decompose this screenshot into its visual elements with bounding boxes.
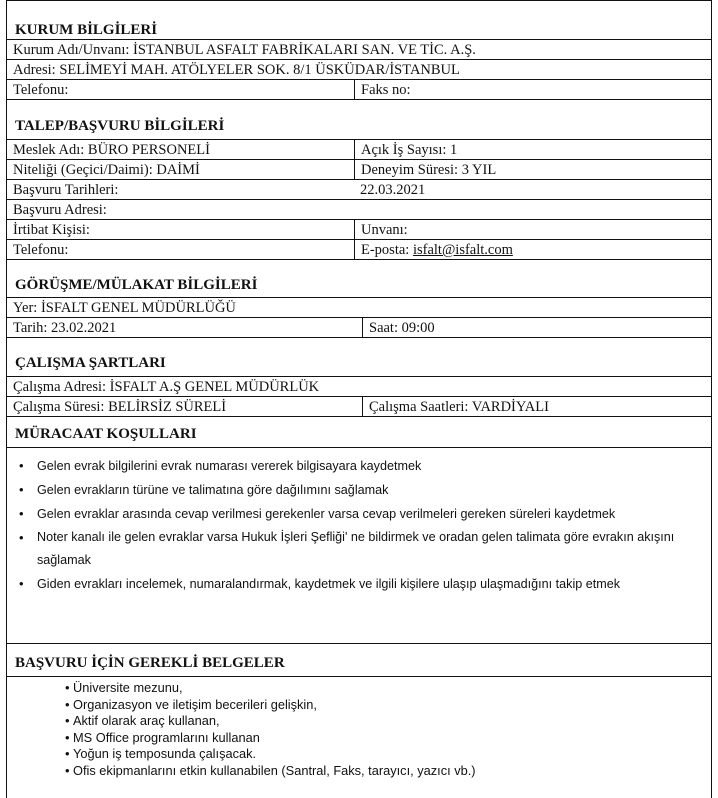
kurum-address-label: Adresi: (13, 62, 56, 78)
gorusme-heading: GÖRÜŞME/MÜLAKAT BİLGİLERİ (15, 277, 258, 293)
muracaat-item: • Noter kanalı ile gelen evraklar varsa Hukuk İşleri Şefliği' ne bildirmek ve oradan gelen talimata göre evrakın akışını sağlamak (13, 526, 705, 572)
calisma-sure-value: BELİRSİZ SÜRELİ (108, 399, 227, 415)
calisma-adres-row (7, 376, 711, 396)
kurum-fax-label: Faks no: (354, 80, 711, 99)
belge-item: • MS Office programlarını kullanan (65, 730, 711, 747)
kurum-address-row (7, 59, 711, 79)
unvan-label: Unvanı: (354, 220, 711, 239)
nitelik-value: DAİMİ (156, 162, 200, 178)
calisma-heading: ÇALIŞMA ŞARTLARI (15, 355, 166, 371)
muracaat-item: • Gelen evrakların türüne ve talimatına göre dağılımını sağlamak (13, 478, 705, 502)
gorusme-section (7, 260, 711, 338)
basvuru-tarih-value: 22.03.2021 (360, 182, 426, 198)
meslek-value: BÜRO PERSONELİ (87, 142, 210, 158)
calisma-sure-row (7, 396, 711, 416)
calisma-sure-label: Çalışma Süresi: (13, 399, 105, 415)
kurum-section (7, 0, 711, 100)
belge-item: • Organizasyon ve iletişim becerileri gelişkin, (65, 697, 711, 714)
calisma-section (7, 338, 711, 417)
basvuru-adres-label: Başvuru Adresi: (13, 202, 107, 218)
yer-value: İSFALT GENEL MÜDÜRLÜĞÜ (40, 300, 236, 316)
muracaat-list (7, 448, 711, 596)
calisma-saat-label: Çalışma Saatleri: (369, 399, 469, 415)
talep-telefon-row (7, 239, 711, 259)
muracaat-item: • Giden evrakları incelemek, numaralandırmak, kaydetmek ve ilgili kişilere ulaşıp ulaşmadığını takip etmek (13, 572, 705, 596)
saat-value: 09:00 (401, 320, 435, 336)
kurum-name-row (7, 39, 711, 59)
muracaat-section (7, 417, 711, 644)
muracaat-item: • Gelen evraklar arasında cevap verilmesi gerekenler varsa cevap verilmeleri gereken süreleri kaydetmek (13, 502, 705, 526)
belge-item: • Yoğun iş temposunda çalışacak. (65, 746, 711, 763)
muracaat-heading: MÜRACAAT KOŞULLARI (7, 417, 711, 448)
belge-item: • Aktif olarak araç kullanan, (65, 713, 711, 730)
muracaat-item: • Gelen evrak bilgilerini evrak numarası vererek bilgisayara kaydetmek (13, 454, 705, 478)
belge-item: • Üniversite mezunu, (65, 680, 711, 697)
talep-section (7, 100, 711, 260)
belgeler-section (7, 644, 711, 779)
talep-tarih-row (7, 179, 711, 199)
kurum-phone-label: Telefonu: (13, 82, 69, 98)
gorusme-tarih-row (7, 317, 711, 337)
meslek-label: Meslek Adı: (13, 142, 85, 158)
kurum-address-value: SELİMEYİ MAH. ATÖLYELER SOK. 8/1 ÜSKÜDAR/İSTANBUL (59, 62, 460, 78)
eposta-label: E-posta: (361, 242, 410, 258)
talep-meslek-row (7, 139, 711, 159)
calisma-saat-value: VARDİYALI (471, 399, 549, 415)
saat-label: Saat: (369, 320, 398, 336)
basvuru-tarih-label: Başvuru Tarihleri: (13, 182, 119, 198)
yer-label: Yer: (13, 300, 38, 316)
talep-heading: TALEP/BAŞVURU BİLGİLERİ (15, 118, 225, 134)
nitelik-label: Niteliği (Geçici/Daimi): (13, 162, 153, 178)
belgeler-list (7, 677, 711, 779)
talep-phone-label: Telefonu: (13, 242, 69, 258)
belgeler-heading: BAŞVURU İÇİN GEREKLİ BELGELER (7, 644, 711, 677)
calisma-adres-label: Çalışma Adresi: (13, 379, 107, 395)
talep-adres-row (7, 199, 711, 219)
deneyim-value: 3 YIL (461, 162, 497, 178)
irtibat-label: İrtibat Kişisi: (13, 222, 90, 238)
eposta-link[interactable]: isfalt@isfalt.com (412, 242, 513, 258)
talep-irtibat-row (7, 219, 711, 239)
kurum-heading: KURUM BİLGİLERİ (15, 22, 158, 38)
gorusme-tarih-label: Tarih: (13, 320, 48, 336)
gorusme-tarih-value: 23.02.2021 (51, 320, 117, 336)
kurum-name-value: İSTANBUL ASFALT FABRİKALARI SAN. VE TİC. A.Ş. (133, 42, 476, 58)
belge-item: • Ofis ekipmanlarını etkin kullanabilen (Santral, Faks, tarayıcı, yazıcı vb.) (65, 763, 711, 780)
kurum-name-label: Kurum Adı/Unvanı: (13, 42, 130, 58)
gorusme-yer-row (7, 297, 711, 317)
acik-is-value: 1 (450, 142, 458, 158)
deneyim-label: Deneyim Süresi: (361, 162, 459, 178)
calisma-adres-value: İSFALT A.Ş GENEL MÜDÜRLÜK (109, 379, 320, 395)
acik-is-label: Açık İş Sayısı: (361, 142, 447, 158)
kurum-phone-row (7, 79, 711, 99)
talep-nitelik-row (7, 159, 711, 179)
form-page (6, 0, 712, 798)
